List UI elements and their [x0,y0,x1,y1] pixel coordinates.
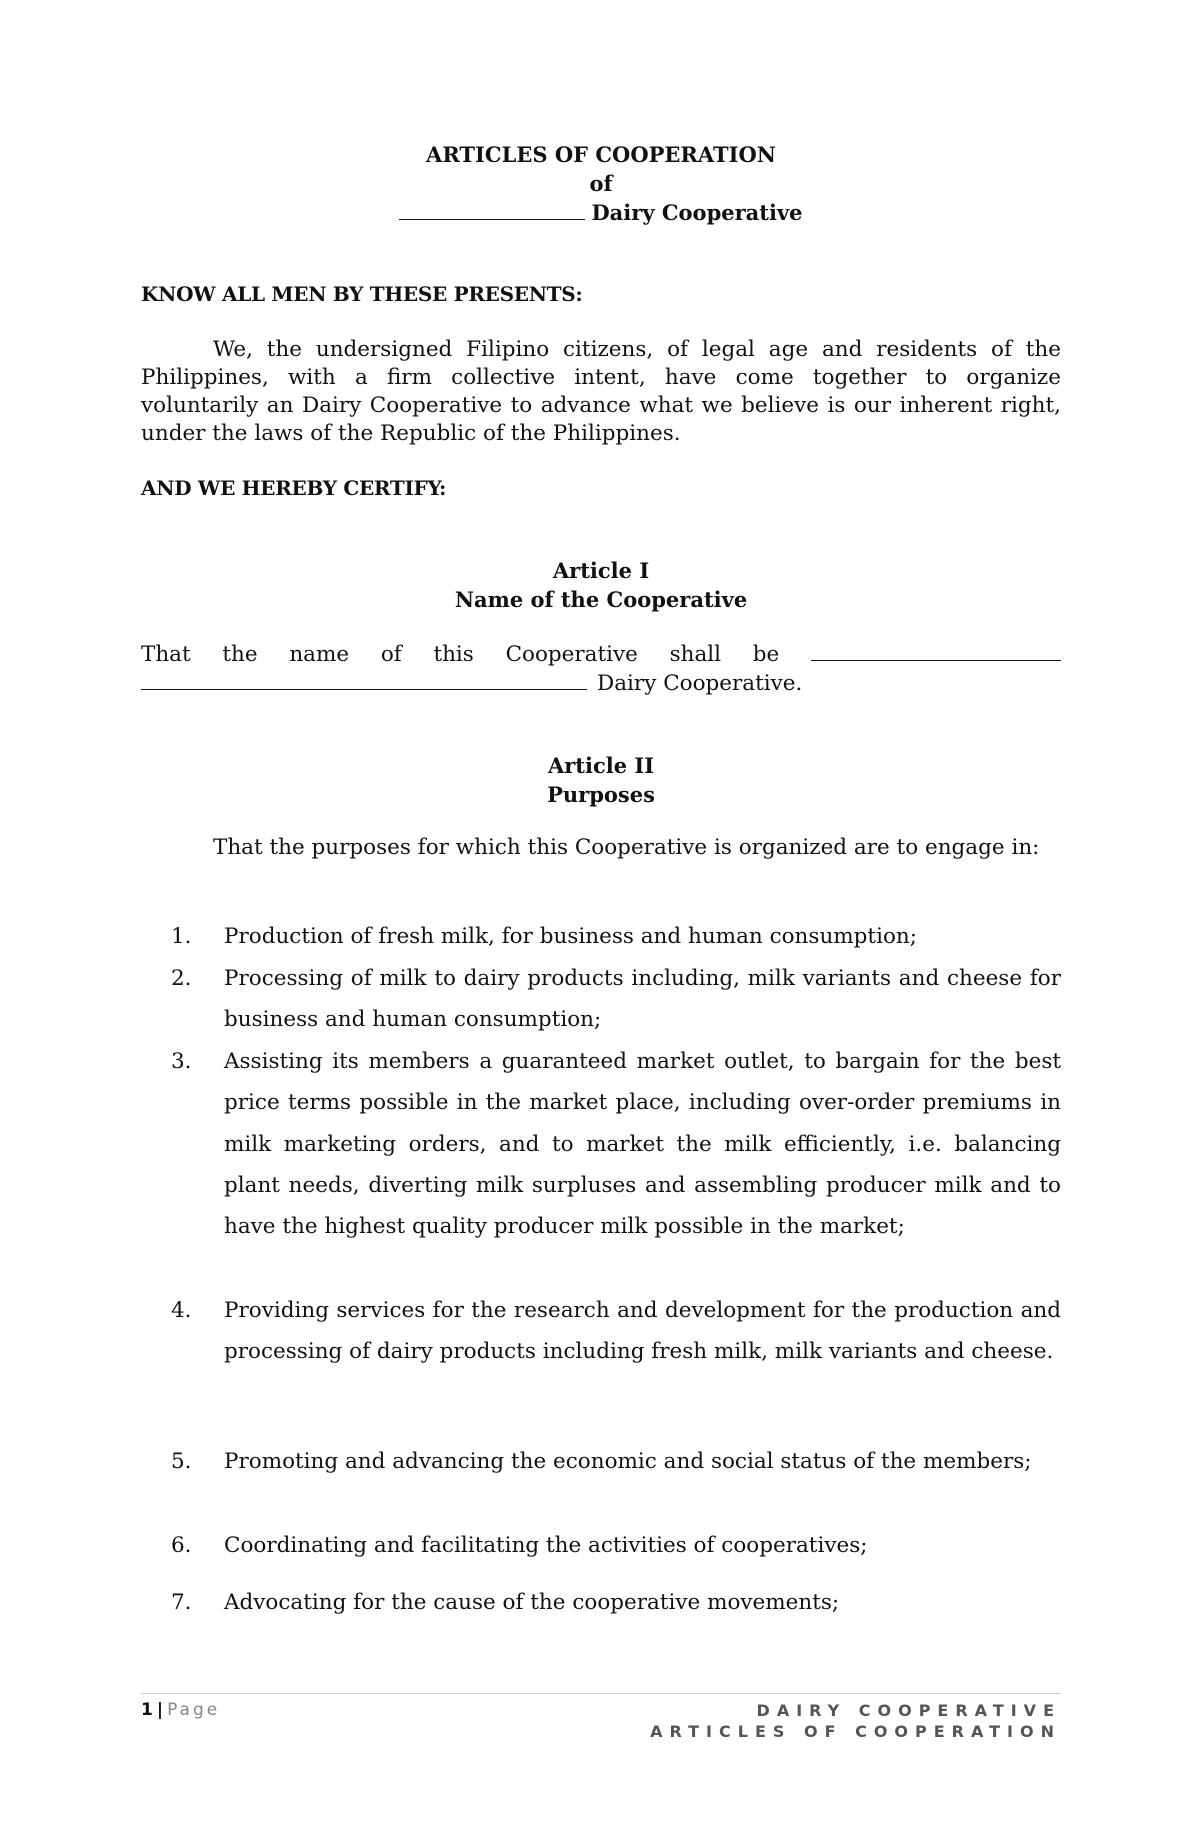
preamble-heading: KNOW ALL MEN BY THESE PRESENTS: [141,282,583,306]
list-item-text: Production of fresh milk, for business and human consumption; [224,924,917,949]
article-1-word: That [141,642,191,667]
name-blank-2 [141,669,587,690]
list-item-text: Coordinating and facilitating the activities of cooperatives; [224,1533,868,1558]
article-1-word: Cooperative [505,642,638,667]
page-number-value: 1 [141,1700,153,1720]
article-1-text-end: Dairy Cooperative. [597,671,803,696]
article-1-word: this [433,642,474,667]
article-1-title: Name of the Cooperative [454,587,748,612]
certify-heading: AND WE HEREBY CERTIFY: [141,476,447,500]
article-2-title: Purposes [547,782,655,807]
article-1-word: be [752,642,780,667]
list-item-number: 3. [171,1049,192,1074]
cooperative-name-blank [399,199,585,220]
article-1-text [141,640,1061,698]
page-number [141,1700,220,1720]
article-2-heading [141,751,1061,809]
article-1-word: the [222,642,258,667]
title-line-1: ARTICLES OF COOPERATION [426,142,776,167]
footer-document-label [650,1700,1061,1742]
article-1-word: of [380,642,402,667]
footer-divider [141,1693,1061,1694]
document-title [141,140,1061,227]
list-item-number: 1. [171,924,192,949]
list-item-text: Advocating for the cause of the cooperative movements; [224,1590,840,1615]
list-item-number: 4. [171,1298,192,1323]
page-separator: | [156,1700,164,1720]
list-item-text: Processing of milk to dairy products including, milk variants and cheese for business and human consumption; [224,966,1061,1032]
article-1-row-1 [141,640,1061,669]
article-1-word: name [289,642,350,667]
list-item-number: 5. [171,1449,192,1474]
article-2-intro: That the purposes for which this Cooperative is organized are to engage in: [213,835,1040,860]
list-item-number: 6. [171,1533,192,1558]
title-line-2: of [589,171,613,196]
title-line-3-text: Dairy Cooperative [591,200,803,225]
list-item-text: Assisting its members a guaranteed market outlet, to bargain for the best price terms possible in the market place, including over-order premiums in milk marketing orders, and to market the milk efficiently, i.e. balancing plant needs, diverting milk surpluses and assembling producer milk and to have the highest quality producer milk possible in the market; [224,1049,1061,1240]
article-1-row-2 [141,669,1061,698]
article-2-number: Article II [547,753,655,778]
name-blank-1 [811,640,1061,661]
list-item-text: Providing services for the research and development for the production and processing of dairy products including fresh milk, milk variants and cheese. [224,1298,1061,1365]
footer-line-1: DAIRY COOPERATIVE [756,1701,1061,1720]
list-item-number: 2. [171,966,192,991]
list-item-text: Promoting and advancing the economic and social status of the members; [224,1449,1032,1474]
title-line-3 [141,198,1061,227]
article-1-number: Article I [552,558,650,583]
list-item-number: 7. [171,1590,192,1615]
page-label: Page [167,1700,221,1720]
preamble-paragraph: We, the undersigned Filipino citizens, of legal age and residents of the Philippines, with a firm collective intent, have come together to organize voluntarily an Dairy Cooperative to advance what we believe is our inherent right, under the laws of the Republic of the Philippines. [141,337,1061,446]
footer-line-2: ARTICLES OF COOPERATION [650,1722,1061,1741]
article-1-word: shall [669,642,722,667]
article-1-heading [141,556,1061,614]
